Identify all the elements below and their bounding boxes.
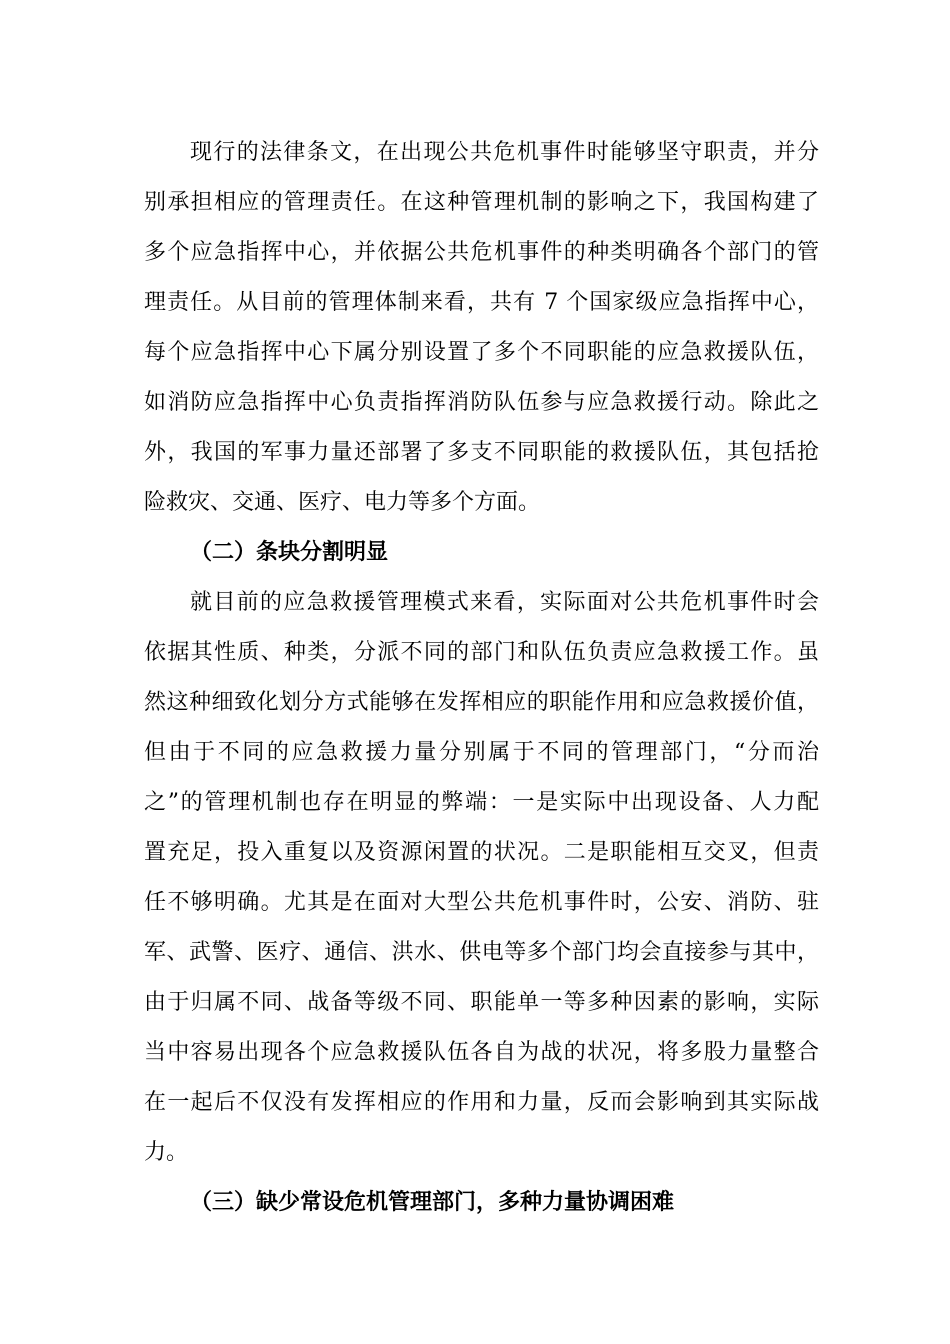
paragraph-2-line-12: 力。 <box>144 1140 189 1165</box>
section-heading-3: （三）缺少常设危机管理部门，多种力量协调困难 <box>190 1190 675 1215</box>
paragraph-1-line-7: 外，我国的军事力量还部署了多支不同职能的救援队伍，其包括抢 <box>144 440 819 465</box>
paragraph-2-line-11: 在一起后不仅没有发挥相应的作用和力量，反而会影响到其实际战 <box>144 1090 819 1115</box>
paragraph-1-line-5: 每个应急指挥中心下属分别设置了多个不同职能的应急救援队伍， <box>144 340 819 365</box>
section-heading-2: （二）条块分割明显 <box>190 540 389 565</box>
paragraph-2-line-8: 军、武警、医疗、通信、洪水、供电等多个部门均会直接参与其中， <box>144 940 819 965</box>
paragraph-2-line-7: 任不够明确。尤其是在面对大型公共危机事件时，公安、消防、驻 <box>144 890 819 915</box>
paragraph-1-line-8: 险救灾、交通、医疗、电力等多个方面。 <box>144 490 541 515</box>
paragraph-2-line-3: 然这种细致化划分方式能够在发挥相应的职能作用和应急救援价值， <box>144 690 819 715</box>
paragraph-2-line-5: 之”的管理机制也存在明显的弊端：一是实际中出现设备、人力配 <box>144 790 819 815</box>
paragraph-2-line-1: 就目前的应急救援管理模式来看，实际面对公共危机事件时会 <box>190 590 819 615</box>
paragraph-1-line-2: 别承担相应的管理责任。在这种管理机制的影响之下，我国构建了 <box>144 190 819 215</box>
paragraph-1-line-6: 如消防应急指挥中心负责指挥消防队伍参与应急救援行动。除此之 <box>144 390 819 415</box>
paragraph-2-line-2: 依据其性质、种类，分派不同的部门和队伍负责应急救援工作。虽 <box>144 640 819 665</box>
paragraph-1-line-4: 理责任。从目前的管理体制来看，共有 7 个国家级应急指挥中心， <box>144 290 819 315</box>
paragraph-2-line-4: 但由于不同的应急救援力量分别属于不同的管理部门，“分而治 <box>144 740 819 765</box>
paragraph-2-line-10: 当中容易出现各个应急救援队伍各自为战的状况，将多股力量整合 <box>144 1040 819 1065</box>
paragraph-1-line-1: 现行的法律条文，在出现公共危机事件时能够坚守职责，并分 <box>190 140 819 165</box>
paragraph-2-line-6: 置充足，投入重复以及资源闲置的状况。二是职能相互交叉，但责 <box>144 840 819 865</box>
paragraph-1-line-3: 多个应急指挥中心，并依据公共危机事件的种类明确各个部门的管 <box>144 240 819 265</box>
paragraph-2-line-9: 由于归属不同、战备等级不同、职能单一等多种因素的影响，实际 <box>144 990 819 1015</box>
